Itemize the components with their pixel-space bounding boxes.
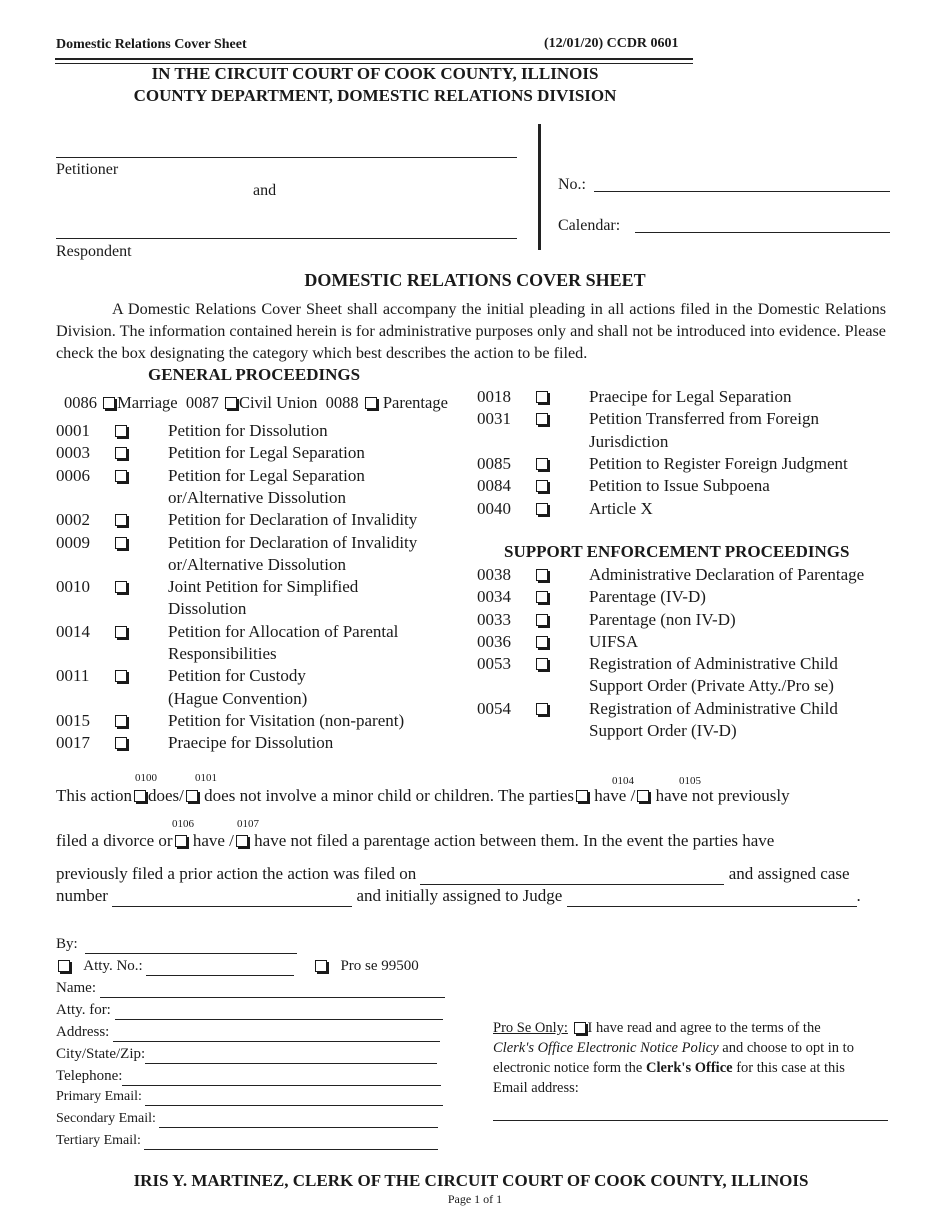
statement-line3: previously filed a prior action the action was filed on and assigned case xyxy=(56,864,850,883)
proceeding-checkbox[interactable] xyxy=(536,569,548,581)
form-title: Domestic Relations Cover Sheet xyxy=(56,37,247,52)
header-rule-top xyxy=(55,58,693,60)
civil-union-checkbox[interactable] xyxy=(225,397,237,409)
petitioner-line[interactable] xyxy=(56,157,517,158)
secondary-email-field[interactable] xyxy=(159,1111,438,1128)
statement-line1: This action does/ does not involve a minor child or children. The parties have / have not previously xyxy=(56,786,790,805)
have-not-filed-parentage-checkbox[interactable] xyxy=(236,835,248,847)
support-enforcement-heading: SUPPORT ENFORCEMENT PROCEEDINGS xyxy=(504,542,850,561)
proceeding-code: 0010 xyxy=(56,577,90,597)
calendar-label: Calendar: xyxy=(558,217,621,234)
general-item-0014 xyxy=(56,621,476,666)
proceeding-code: 0001 xyxy=(56,421,90,440)
code-0106: 0106 xyxy=(172,818,194,830)
have-filed-parentage-checkbox[interactable] xyxy=(175,835,187,847)
name-field[interactable] xyxy=(100,980,445,998)
proceeding-checkbox[interactable] xyxy=(536,391,548,403)
proceeding-checkbox[interactable] xyxy=(115,715,127,727)
proceeding-code: 0018 xyxy=(477,387,511,406)
proceeding-label: Praecipe for Legal Separation xyxy=(589,387,792,406)
general-item-0002 xyxy=(56,509,476,531)
proceeding-checkbox[interactable] xyxy=(115,447,127,459)
have-filed-divorce-checkbox[interactable] xyxy=(576,790,588,802)
support-item-0033 xyxy=(477,609,897,631)
atty-no-field[interactable] xyxy=(146,958,294,976)
cover-sheet-title: DOMESTIC RELATIONS COVER SHEET xyxy=(304,270,646,290)
proceeding-code: 0014 xyxy=(56,621,90,641)
caption-divider xyxy=(538,124,541,250)
other-item-0031 xyxy=(477,408,897,453)
case-number-label: No.: xyxy=(558,176,586,193)
proceeding-label: Parentage (IV-D) xyxy=(589,587,706,607)
proceeding-checkbox[interactable] xyxy=(115,626,127,638)
general-item-0006 xyxy=(56,465,476,510)
proceeding-label: Petition for Allocation of Parental xyxy=(168,621,399,641)
proceeding-label: Praecipe for Dissolution xyxy=(168,733,334,753)
code-0100: 0100 xyxy=(135,772,157,784)
intro-paragraph: A Domestic Relations Cover Sheet shall accompany the initial pleading in all actions filed in the Domestic Relations Division. The information contained herein is for administrative purposes only and shall not be introduced into evidence. Please check the box designating the category which best describes the action to be filed. xyxy=(56,300,886,362)
proceeding-code: 0031 xyxy=(477,409,511,429)
proceeding-code: 0053 xyxy=(477,654,511,674)
proceeding-label: Petition for Declaration of Invalidity xyxy=(168,532,418,552)
other-item-0040 xyxy=(477,498,897,520)
proceeding-checkbox[interactable] xyxy=(536,636,548,648)
involves-child-checkbox[interactable] xyxy=(134,790,146,802)
support-item-0054 xyxy=(477,698,897,743)
respondent-label: Respondent xyxy=(56,243,132,260)
primary-email-field[interactable] xyxy=(145,1089,443,1106)
proceeding-label: Responsibilities xyxy=(168,643,277,663)
marriage-checkbox[interactable] xyxy=(103,397,115,409)
code-0104: 0104 xyxy=(612,775,634,787)
and-label: and xyxy=(253,182,277,199)
proceeding-code: 0002 xyxy=(56,510,90,530)
proceeding-label: Petition to Issue Subpoena xyxy=(589,476,770,496)
proceeding-checkbox[interactable] xyxy=(115,537,127,549)
proceeding-checkbox[interactable] xyxy=(536,614,548,626)
proceeding-checkbox[interactable] xyxy=(536,413,548,425)
tertiary-email-row: Tertiary Email: xyxy=(56,1133,438,1150)
code-0105: 0105 xyxy=(679,775,701,787)
proceeding-label: Support Order (Private Atty./Pro se) xyxy=(589,676,834,696)
general-proceedings-heading: GENERAL PROCEEDINGS xyxy=(148,365,361,384)
address-field[interactable] xyxy=(113,1024,440,1042)
support-item-0038 xyxy=(477,564,897,586)
general-item-0010 xyxy=(56,576,476,621)
petitioner-label: Petitioner xyxy=(56,161,119,178)
prior-judge-field[interactable] xyxy=(567,886,857,907)
proceeding-label: (Hague Convention) xyxy=(168,688,308,708)
telephone-field[interactable] xyxy=(122,1068,441,1086)
proceeding-checkbox[interactable] xyxy=(115,514,127,526)
support-item-0036 xyxy=(477,631,897,653)
statement-line4: number and initially assigned to Judge . xyxy=(56,886,861,905)
proceeding-checkbox[interactable] xyxy=(536,503,548,515)
prior-action-date-field[interactable] xyxy=(420,864,724,885)
proceeding-label: Petition for Legal Separation xyxy=(168,443,365,463)
proceeding-code: 0017 xyxy=(56,733,90,753)
support-item-0053 xyxy=(477,653,897,698)
proceeding-code: 0040 xyxy=(477,498,511,518)
proceeding-label: Registration of Administrative Child xyxy=(589,698,838,718)
proceeding-label: Registration of Administrative Child xyxy=(589,654,838,674)
pro-se-opt-in-checkbox[interactable] xyxy=(574,1022,586,1034)
atty-for-row: Atty. for: xyxy=(56,1002,443,1020)
code-0101: 0101 xyxy=(195,772,217,784)
proceeding-code: 0015 xyxy=(56,710,90,730)
attorney-checkbox[interactable] xyxy=(58,960,70,972)
telephone-row: Telephone: xyxy=(56,1068,441,1086)
general-item-0009 xyxy=(56,532,476,577)
atty-no-row: Atty. No.: Pro se 99500 xyxy=(56,958,419,976)
atty-for-field[interactable] xyxy=(115,1002,443,1020)
proceeding-checkbox[interactable] xyxy=(536,591,548,603)
proceeding-label: Petition for Dissolution xyxy=(168,421,328,440)
proceeding-label: Parentage (non IV-D) xyxy=(589,609,736,629)
court-name-line2: COUNTY DEPARTMENT, DOMESTIC RELATIONS DIVISION xyxy=(133,86,617,105)
support-item-0034 xyxy=(477,586,897,608)
pro-se-checkbox[interactable] xyxy=(315,960,327,972)
proceeding-label: or/Alternative Dissolution xyxy=(168,487,347,507)
prior-case-number-field[interactable] xyxy=(112,886,352,907)
general-item-0017 xyxy=(56,732,476,754)
calendar-field[interactable] xyxy=(635,232,890,233)
proceeding-label: Dissolution xyxy=(168,599,247,619)
proceeding-label: Petition Transferred from Foreign xyxy=(589,409,819,429)
proceeding-checkbox[interactable] xyxy=(536,658,548,670)
respondent-line[interactable] xyxy=(56,238,517,239)
proceeding-code: 0036 xyxy=(477,631,511,651)
proceeding-label: Support Order (IV-D) xyxy=(589,721,737,741)
proceeding-checkbox[interactable] xyxy=(536,703,548,715)
proceeding-label: Jurisdiction xyxy=(589,431,669,451)
court-name-line1: IN THE CIRCUIT COURT OF COOK COUNTY, ILLINOIS xyxy=(151,64,599,83)
proceeding-label: Petition for Legal Separation xyxy=(168,465,365,485)
proceeding-code: 0033 xyxy=(477,609,511,629)
proceeding-code: 0009 xyxy=(56,532,90,552)
proceeding-checkbox[interactable] xyxy=(536,458,548,470)
proceeding-label: Petition for Declaration of Invalidity xyxy=(168,510,418,530)
other-item-0018 xyxy=(477,386,897,408)
secondary-email-row: Secondary Email: xyxy=(56,1111,438,1128)
general-item-0011 xyxy=(56,665,476,710)
proceeding-checkbox[interactable] xyxy=(115,470,127,482)
code-0107: 0107 xyxy=(237,818,259,830)
proceeding-code: 0054 xyxy=(477,698,511,718)
proceeding-label: Administrative Declaration of Parentage xyxy=(589,565,865,584)
proceeding-label: UIFSA xyxy=(589,631,639,651)
proceeding-label: Petition for Custody xyxy=(168,666,306,686)
statement-line2: filed a divorce or have / have not filed a parentage action between them. In the event the parties have xyxy=(56,831,775,850)
general-top-options: 0086 Marriage 0087 Civil Union 0088 Parentage xyxy=(64,393,448,412)
page-number: Page 1 of 1 xyxy=(447,1192,503,1206)
proceeding-checkbox[interactable] xyxy=(115,425,127,437)
case-number-field[interactable] xyxy=(594,191,890,192)
city-field[interactable] xyxy=(145,1046,437,1064)
proceeding-label: or/Alternative Dissolution xyxy=(168,554,347,574)
by-row: By: xyxy=(56,936,297,954)
proceeding-checkbox[interactable] xyxy=(536,480,548,492)
address-row: Address: xyxy=(56,1024,440,1042)
general-item-0003 xyxy=(56,442,476,464)
proceeding-label: Joint Petition for Simplified xyxy=(168,577,359,597)
parentage-checkbox[interactable] xyxy=(365,397,377,409)
proceeding-checkbox[interactable] xyxy=(115,670,127,682)
proceeding-label: Petition to Register Foreign Judgment xyxy=(589,453,848,473)
pro-se-email-field[interactable] xyxy=(493,1120,888,1121)
proceeding-checkbox[interactable] xyxy=(115,737,127,749)
clerk-name: IRIS Y. MARTINEZ, CLERK OF THE CIRCUIT COURT OF COOK COUNTY, ILLINOIS xyxy=(133,1171,809,1190)
general-item-0001 xyxy=(56,420,476,442)
other-item-0085 xyxy=(477,453,897,475)
proceeding-code: 0011 xyxy=(56,666,90,686)
form-code: (12/01/20) CCDR 0601 xyxy=(544,36,679,51)
general-item-0015 xyxy=(56,710,476,732)
primary-email-row: Primary Email: xyxy=(56,1089,443,1106)
proceeding-code: 0084 xyxy=(477,476,511,496)
proceeding-checkbox[interactable] xyxy=(115,581,127,593)
proceeding-code: 0038 xyxy=(477,565,511,584)
proceeding-code: 0003 xyxy=(56,443,90,463)
other-item-0084 xyxy=(477,475,897,497)
city-row: City/State/Zip: xyxy=(56,1046,437,1064)
proceeding-code: 0034 xyxy=(477,587,511,607)
signature-field[interactable] xyxy=(85,936,297,954)
name-row: Name: xyxy=(56,980,445,998)
proceeding-label: Petition for Visitation (non-parent) xyxy=(168,710,405,730)
not-involve-child-checkbox[interactable] xyxy=(186,790,198,802)
proceeding-code: 0006 xyxy=(56,465,90,485)
pro-se-notice: Pro Se Only: I have read and agree to the terms of the Clerk's Office Electronic Notice Policy and choose to opt in to electronic notice form the Clerk's Office for this case at this Email address: xyxy=(493,1020,854,1096)
proceeding-label: Article X xyxy=(589,498,653,518)
tertiary-email-field[interactable] xyxy=(144,1133,438,1150)
proceeding-code: 0085 xyxy=(477,453,511,473)
have-not-filed-divorce-checkbox[interactable] xyxy=(637,790,649,802)
